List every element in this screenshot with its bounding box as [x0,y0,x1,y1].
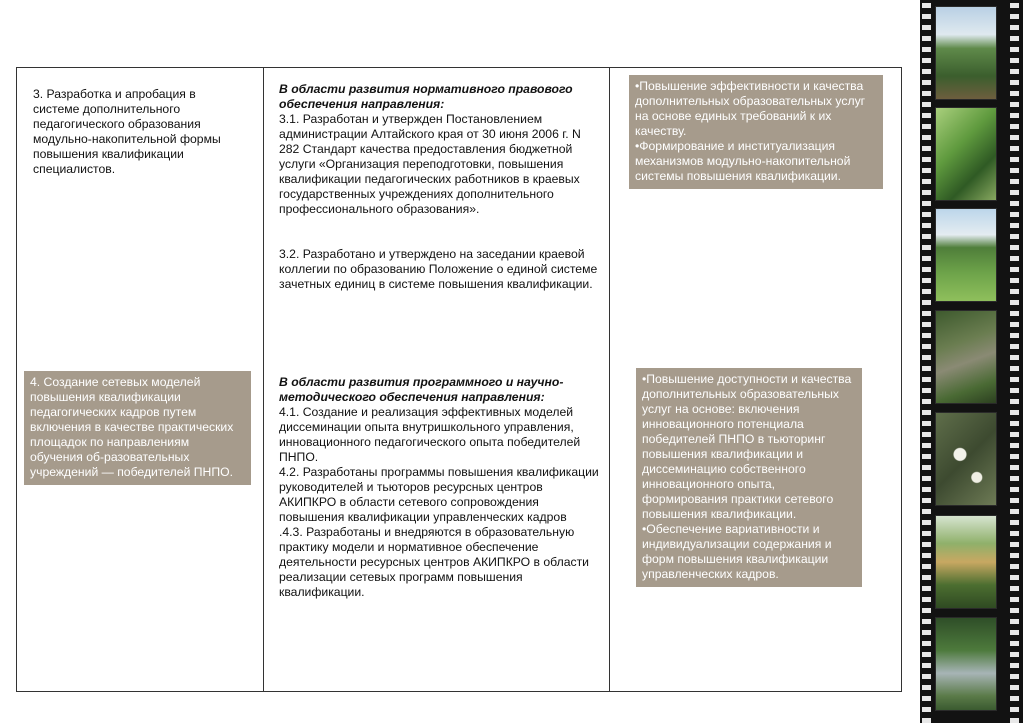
film-perforation-left [922,0,931,723]
row1-action-3-2: 3.2. Разработано и утверждено на заседании краевой коллегии по образованию Положение о единой системе зачетных единиц в системе повышения квалификации. [279,247,598,291]
film-perforation-right [1010,0,1019,723]
film-photo-mountain-lake [935,6,997,100]
row1-task-text: 3. Разработка и апробация в системе дополнительного педагогического образования модульно-накопительной формы повышения квалификации специалистов. [33,87,221,176]
row2-task-box [24,371,251,485]
row2-action-4-1: 4.1. Создание и реализация эффективных моделей диссеминации опыта внутришкольного управления, инновационного педагогического опыта победителей ПНПО. [279,405,581,464]
film-photo-forest [935,107,997,201]
film-photo-village [935,515,997,609]
film-photo-mountain-river [935,617,997,711]
row2-actions-header: В области развития программного и научно-методического обеспечения направления: [279,375,564,404]
row2-actions [279,375,599,600]
row1-action-3-1: 3.1. Разработан и утвержден Постановлением администрации Алтайского края от 30 июня 2006 г. N 282 Стандарт качества предоставления бюджетной услуги «Организация переподготовки, повышения квалификации педагогических работников в краевых государственных учреждениях дополнительного профессионального образования». [279,112,581,216]
row2-task-text: 4. Создание сетевых моделей повышения квалификации педагогических кадров путем включения в качестве практических площадок по направлениям обучения об-разовательных учреждений — победителей ПНПО. [30,375,234,479]
row2-action-4-2: 4.2. Разработаны программы повышения квалификации руководителей и тьюторов ресурсных центров АКИПКРО в области сетевого сопровождения повышения квалификации управленческих кадров [279,465,599,524]
row2-results-box [636,368,862,587]
row1-result-1: •Повышение эффективности и качества дополнительных образовательных услуг на основе единых требований к их качеству. [635,79,866,138]
film-photo-river-valley [935,310,997,404]
row1-actions-header: В области развития нормативного правового обеспечения направления: [279,82,573,111]
content-table [16,67,902,692]
row1-results-box [629,75,883,189]
row2-action-4-3: .4.3. Разработаны и внедряются в образовательную практику модели и нормативное обеспечение деятельности ресурсных центров АКИПКРО в области реализации сетевых программ повышения квалификации. [279,525,589,599]
row2-result-1: •Повышение доступности и качества дополнительных образовательных услуг на основе: включения инновационного потенциала победителей ПНПО в тьюторинг повышения квалификации и диссеминацию собственного инновационного опыта, формирования практики сетевого повышения квалификации. [642,372,852,521]
row2-result-2: •Обеспечение вариативности и индивидуализации содержания и форм повышения квалификации управленческих кадров. [642,522,832,581]
film-strip [920,0,1023,723]
row1-task [33,87,243,177]
column-divider-1 [263,68,264,691]
film-photo-edelweiss [935,412,997,506]
row1-actions [279,82,599,292]
film-photo-green-hills [935,208,997,302]
column-divider-2 [609,68,610,691]
row1-result-2: •Формирование и институализация механизмов модульно-накопительной системы повышения квалификации. [635,139,851,183]
